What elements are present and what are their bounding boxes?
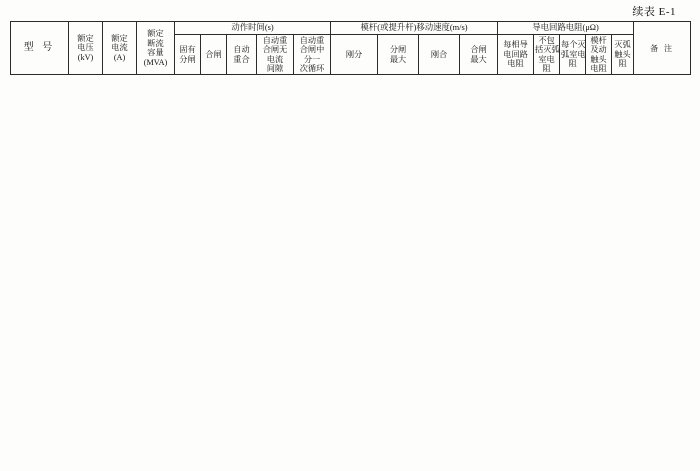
header-inherent-open: 固有 分闸 [175,34,201,75]
header-speed-group: 模杆(或提升杆)移动速度(m/s) [331,22,498,35]
header-close-speed: 刚合 [419,34,460,75]
continued-table-label: 续表 E-1 [632,6,676,18]
header-resistance-excluding-arc: 不包 括灭弧 室电 阻 [535,35,560,73]
header-rated-voltage: 额定 电压 (kV) [69,22,103,75]
header-resistance-phase: 每相导 电回路 电阻 [498,34,534,75]
header-reclose-no-current: 自动重 合闸无 电流 间隙 [257,34,294,75]
header-auto-reclose: 自动 重合 [227,34,257,75]
header-close-max: 合闸 最大 [460,34,498,75]
header-reclose-one-cycle: 自动重 合闸中 分一 次循环 [294,34,331,75]
header-breaking-capacity: 额定 断流 容量 (MVA) [137,22,175,75]
table-header-row-1 [11,22,691,35]
header-action-time-group: 动作时间(s) [175,22,331,35]
header-resistance-group: 导电回路电阻(μΩ) [498,22,634,35]
header-remark: 备 注 [634,22,691,75]
header-rated-current: 额定 电流 (A) [103,22,137,75]
header-model: 型 号 [11,22,69,75]
header-open-speed: 刚分 [331,34,378,75]
header-open-max: 分闸 最大 [378,34,419,75]
header-resistance-rod-contact: 模杆 及动 触头 电阻 [586,34,612,75]
header-resistance-arc-contact: 灭弧 触头 阻 [612,34,634,75]
specs-table [10,21,691,75]
header-resistance-arc-chamber: 每个灭 弧室电 阻 [560,34,586,75]
header-close-time: 合闸 [201,34,227,75]
